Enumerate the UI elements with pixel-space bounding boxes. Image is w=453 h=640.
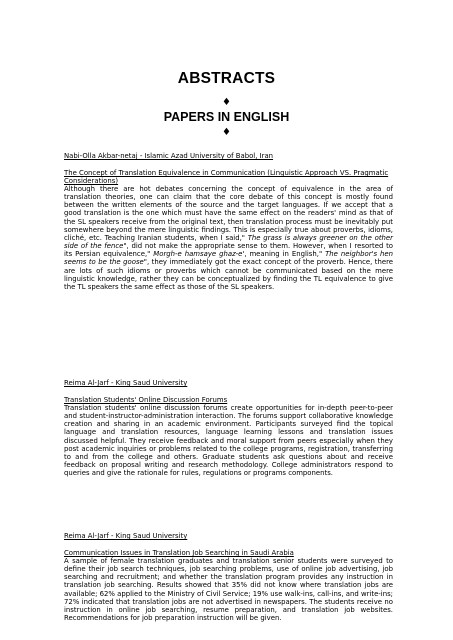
abstract-author: Reima Al-Jarf - King Saud University	[64, 379, 188, 387]
abstract-title: The Concept of Translation Equivalence in Communication (Linguistic Approach VS. Pragmatic Considerations)	[64, 169, 389, 186]
diamond-bottom-icon: ♦	[222, 127, 231, 138]
abstract-body-text: Although there are hot debates concerning the concept of equivalence in the area of translation theories, one can claim that the core debate of this concept is mostly found between the written elements of the source and the target languages. If we accept that a good translation is the one which must have the same effect on the readers' mind as that of the SL speakers receive from the original text, then translation process must be inevitably put somewhere beyond the mere linguistic findings. This is especially true about proverbs, idioms, cliché, etc. Teaching Iranian students, when I said,"	[64, 185, 393, 242]
abstract-title: Communication Issues in Translation Job Searching in Saudi Arabia	[64, 549, 294, 557]
abstract-body: Translation students' online discussion forums create opportunities for in-depth peer-to-peer and student-instructor-administration interaction. The forums support collaborative knowledge creation and sharing in an academic environment. Participants surveyed find the topical language and translation resources, language learning lessons and translation issues discussed helpful. They receive feedback and moral support from peers especially when they post academic inquiries or problems related to the college programs, registration, transferring to and from the college and others. Graduate students ask questions about and receive feedback on proposal writing and research methodology. College administrators respond to queries and give the rationale for rules, regulations or programs components.	[64, 404, 393, 478]
abstract-body-text: ", they immediately got the exact concept of the proverb. Hence, there are lots of such idioms or proverbs which cannot be communicated based on the mere linguistic knowledge, rather they can be conceptualized by finding the TL equivalence to give the TL speakers the same effect as those of the SL speakers.	[64, 258, 393, 291]
abstract-body-italic: The grass is always greener on the other side of the fence	[64, 233, 393, 251]
diamond-top-icon: ♦	[222, 97, 231, 108]
abstract-author: Nabi-Olla Akbar-netaj - Islamic Azad University of Babol, Iran	[64, 152, 274, 160]
page-subtitle: PAPERS IN ENGLISH	[163, 110, 290, 124]
abstract-body-italic: The neighbor's hen seems to be the goose	[64, 250, 393, 267]
abstract-body-text: ', meaning in English,"	[242, 250, 326, 259]
abstract-body	[64, 185, 393, 291]
page-title: ABSTRACTS	[177, 70, 276, 87]
abstract-body: A sample of female translation graduates and translation senior students were surveyed to define their job search techniques, job searching problems, use of online job advertising, job searching and recruitment; and whether the translation program provides any instruction in translation job searching. Results showed that 35% did not know where translation jobs are available; 62% applied to the Ministry of Civil Service; 19% use walk-ins, call-ins, and write-ins; 72% indicated that translation jobs are not advertised in newspapers. The students receive no instruction in online job searching, resume preparation, and translation job websites. Recommendations for job preparation instruction will be given.	[64, 557, 393, 623]
abstract-body-text: ", did not make the appropriate sense to them. However, when I resorted to its Persian equivalence,"	[64, 242, 393, 259]
abstract-body-italic: Morgh-e hamsaye ghaz-e	[153, 250, 243, 259]
abstract-title: Translation Students' Online Discussion Forums	[64, 396, 228, 404]
abstract-author: Reima Al-Jarf - King Saud University	[64, 532, 188, 540]
